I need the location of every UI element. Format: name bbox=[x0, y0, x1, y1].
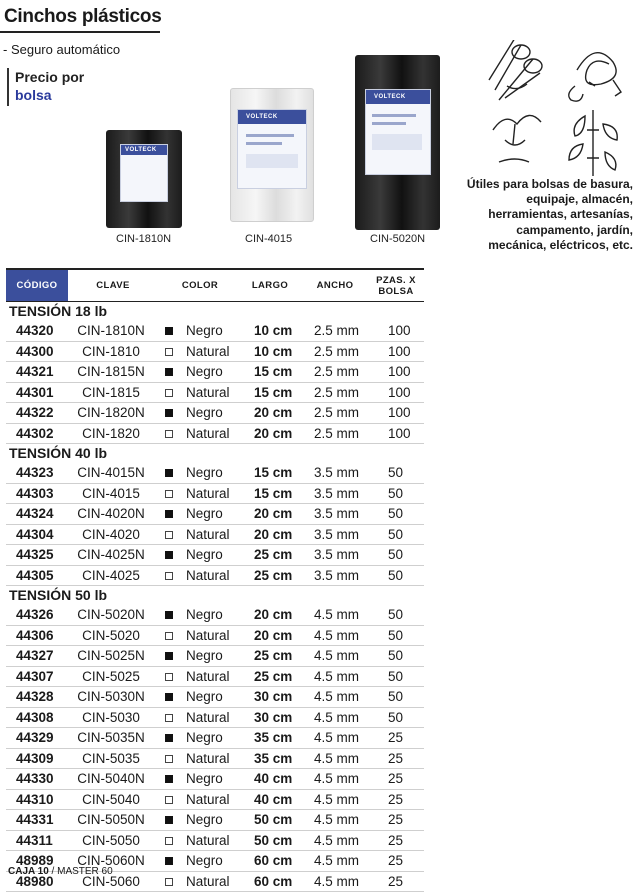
row-qty: 25 bbox=[388, 790, 403, 810]
black-swatch-icon bbox=[165, 551, 173, 559]
table-row bbox=[6, 626, 424, 647]
table-row bbox=[6, 383, 424, 404]
row-key: CIN-1820 bbox=[66, 424, 156, 444]
row-qty: 50 bbox=[388, 566, 403, 586]
row-qty: 50 bbox=[388, 667, 403, 687]
row-qty: 100 bbox=[388, 383, 411, 403]
table-row bbox=[6, 566, 424, 587]
row-width: 3.5 mm bbox=[314, 566, 359, 586]
row-code: 44320 bbox=[16, 321, 54, 341]
row-color: Negro bbox=[186, 851, 223, 871]
row-key: CIN-5030N bbox=[66, 687, 156, 707]
row-qty: 25 bbox=[388, 769, 403, 789]
row-width: 3.5 mm bbox=[314, 525, 359, 545]
row-length: 25 cm bbox=[254, 667, 292, 687]
row-width: 2.5 mm bbox=[314, 383, 359, 403]
packaging-note bbox=[8, 866, 113, 877]
table-body bbox=[6, 302, 424, 892]
row-code: 44326 bbox=[16, 605, 54, 625]
row-qty: 25 bbox=[388, 851, 403, 871]
row-length: 35 cm bbox=[254, 749, 292, 769]
price-note-line2: bolsa bbox=[15, 86, 84, 104]
row-color: Negro bbox=[186, 646, 223, 666]
natural-swatch-icon bbox=[165, 531, 173, 539]
row-color: Natural bbox=[186, 708, 230, 728]
section-title: TENSIÓN 40 lb bbox=[6, 444, 424, 463]
row-color: Natural bbox=[186, 424, 230, 444]
row-color: Natural bbox=[186, 566, 230, 586]
black-swatch-icon bbox=[165, 409, 173, 417]
row-code: 44327 bbox=[16, 646, 54, 666]
row-key: CIN-5060N bbox=[66, 851, 156, 871]
table-row bbox=[6, 708, 424, 729]
row-length: 25 cm bbox=[254, 566, 292, 586]
row-color: Negro bbox=[186, 403, 223, 423]
black-swatch-icon bbox=[165, 775, 173, 783]
box-qty: CAJA 10 bbox=[8, 866, 49, 877]
black-swatch-icon bbox=[165, 857, 173, 865]
row-key: CIN-5050 bbox=[66, 831, 156, 851]
table-row bbox=[6, 769, 424, 790]
row-length: 15 cm bbox=[254, 362, 292, 382]
row-color: Natural bbox=[186, 667, 230, 687]
row-qty: 100 bbox=[388, 342, 411, 362]
row-key: CIN-4025N bbox=[66, 545, 156, 565]
row-key: CIN-5035 bbox=[66, 749, 156, 769]
row-length: 30 cm bbox=[254, 708, 292, 728]
row-key: CIN-5040N bbox=[66, 769, 156, 789]
row-key: CIN-5020 bbox=[66, 626, 156, 646]
row-color: Natural bbox=[186, 749, 230, 769]
row-key: CIN-4015N bbox=[66, 463, 156, 483]
row-qty: 25 bbox=[388, 831, 403, 851]
black-swatch-icon bbox=[165, 327, 173, 335]
row-key: CIN-4015 bbox=[66, 484, 156, 504]
row-qty: 100 bbox=[388, 321, 411, 341]
row-qty: 100 bbox=[388, 362, 411, 382]
row-code: 44329 bbox=[16, 728, 54, 748]
table-row bbox=[6, 790, 424, 811]
row-width: 3.5 mm bbox=[314, 504, 359, 524]
row-key: CIN-5025N bbox=[66, 646, 156, 666]
row-color: Negro bbox=[186, 687, 223, 707]
row-color: Natural bbox=[186, 484, 230, 504]
row-width: 2.5 mm bbox=[314, 424, 359, 444]
product-table bbox=[6, 268, 424, 892]
row-qty: 100 bbox=[388, 424, 411, 444]
row-width: 4.5 mm bbox=[314, 646, 359, 666]
black-swatch-icon bbox=[165, 693, 173, 701]
row-length: 50 cm bbox=[254, 831, 292, 851]
row-color: Negro bbox=[186, 504, 223, 524]
table-row bbox=[6, 362, 424, 383]
row-width: 4.5 mm bbox=[314, 831, 359, 851]
row-length: 60 cm bbox=[254, 872, 292, 892]
row-qty: 50 bbox=[388, 687, 403, 707]
brand-label: VOLTECK bbox=[246, 114, 278, 120]
row-length: 20 cm bbox=[254, 605, 292, 625]
row-code: 44304 bbox=[16, 525, 54, 545]
black-swatch-icon bbox=[165, 469, 173, 477]
black-swatch-icon bbox=[165, 734, 173, 742]
row-width: 4.5 mm bbox=[314, 851, 359, 871]
row-length: 40 cm bbox=[254, 769, 292, 789]
row-color: Negro bbox=[186, 728, 223, 748]
product-caption: CIN-4015 bbox=[245, 233, 292, 245]
natural-swatch-icon bbox=[165, 389, 173, 397]
row-code: 44303 bbox=[16, 484, 54, 504]
natural-swatch-icon bbox=[165, 632, 173, 640]
table-row bbox=[6, 463, 424, 484]
header-code: CÓDIGO bbox=[6, 270, 68, 301]
row-key: CIN-1820N bbox=[66, 403, 156, 423]
row-length: 20 cm bbox=[254, 626, 292, 646]
row-code: 44330 bbox=[16, 769, 54, 789]
natural-swatch-icon bbox=[165, 490, 173, 498]
row-width: 4.5 mm bbox=[314, 605, 359, 625]
row-qty: 50 bbox=[388, 545, 403, 565]
brand-label: VOLTECK bbox=[125, 147, 157, 153]
table-row bbox=[6, 810, 424, 831]
section-title: TENSIÓN 18 lb bbox=[6, 302, 424, 321]
row-color: Negro bbox=[186, 321, 223, 341]
row-key: CIN-1815 bbox=[66, 383, 156, 403]
row-code: 44321 bbox=[16, 362, 54, 382]
row-length: 20 cm bbox=[254, 525, 292, 545]
row-width: 4.5 mm bbox=[314, 708, 359, 728]
row-width: 3.5 mm bbox=[314, 545, 359, 565]
row-code: 44322 bbox=[16, 403, 54, 423]
row-color: Negro bbox=[186, 769, 223, 789]
row-width: 4.5 mm bbox=[314, 626, 359, 646]
natural-swatch-icon bbox=[165, 755, 173, 763]
row-code: 44308 bbox=[16, 708, 54, 728]
row-key: CIN-4020N bbox=[66, 504, 156, 524]
table-row bbox=[6, 728, 424, 749]
table-row bbox=[6, 403, 424, 424]
row-code: 44328 bbox=[16, 687, 54, 707]
natural-swatch-icon bbox=[165, 430, 173, 438]
row-code: 44310 bbox=[16, 790, 54, 810]
row-key: CIN-5030 bbox=[66, 708, 156, 728]
row-code: 44301 bbox=[16, 383, 54, 403]
price-note bbox=[7, 68, 84, 106]
row-width: 4.5 mm bbox=[314, 769, 359, 789]
page-title: Cinchos plásticos bbox=[4, 6, 162, 28]
row-key: CIN-1815N bbox=[66, 362, 156, 382]
row-width: 4.5 mm bbox=[314, 810, 359, 830]
usage-illustrations bbox=[485, 40, 633, 176]
table-header bbox=[6, 268, 424, 302]
row-length: 10 cm bbox=[254, 321, 292, 341]
table-row bbox=[6, 342, 424, 363]
row-code: 44300 bbox=[16, 342, 54, 362]
table-row bbox=[6, 525, 424, 546]
row-width: 4.5 mm bbox=[314, 728, 359, 748]
row-qty: 50 bbox=[388, 525, 403, 545]
row-length: 40 cm bbox=[254, 790, 292, 810]
row-length: 30 cm bbox=[254, 687, 292, 707]
row-code: 48989 bbox=[16, 851, 54, 871]
row-qty: 100 bbox=[388, 403, 411, 423]
row-qty: 50 bbox=[388, 463, 403, 483]
row-length: 25 cm bbox=[254, 646, 292, 666]
section-title: TENSIÓN 50 lb bbox=[6, 586, 424, 605]
black-swatch-icon bbox=[165, 510, 173, 518]
row-color: Natural bbox=[186, 383, 230, 403]
row-code: 44302 bbox=[16, 424, 54, 444]
tied-bag-icon bbox=[493, 115, 541, 162]
product-caption: CIN-5020N bbox=[370, 233, 425, 245]
table-row bbox=[6, 749, 424, 770]
plant-support-icon bbox=[569, 110, 617, 176]
row-length: 15 cm bbox=[254, 484, 292, 504]
row-color: Negro bbox=[186, 545, 223, 565]
row-code: 44305 bbox=[16, 566, 54, 586]
row-qty: 50 bbox=[388, 708, 403, 728]
row-code: 44325 bbox=[16, 545, 54, 565]
row-color: Natural bbox=[186, 872, 230, 892]
natural-swatch-icon bbox=[165, 348, 173, 356]
row-width: 2.5 mm bbox=[314, 362, 359, 382]
row-color: Natural bbox=[186, 342, 230, 362]
pipes-bundle-icon bbox=[489, 40, 542, 100]
row-code: 44306 bbox=[16, 626, 54, 646]
natural-swatch-icon bbox=[165, 837, 173, 845]
table-row bbox=[6, 687, 424, 708]
row-length: 20 cm bbox=[254, 403, 292, 423]
table-row bbox=[6, 667, 424, 688]
master-qty: MASTER 60 bbox=[57, 866, 113, 877]
row-code: 44331 bbox=[16, 810, 54, 830]
black-swatch-icon bbox=[165, 611, 173, 619]
natural-swatch-icon bbox=[165, 572, 173, 580]
row-length: 50 cm bbox=[254, 810, 292, 830]
row-qty: 25 bbox=[388, 728, 403, 748]
row-color: Natural bbox=[186, 525, 230, 545]
row-length: 20 cm bbox=[254, 424, 292, 444]
table-row bbox=[6, 321, 424, 342]
row-width: 4.5 mm bbox=[314, 790, 359, 810]
natural-swatch-icon bbox=[165, 796, 173, 804]
table-row bbox=[6, 545, 424, 566]
separator: / bbox=[49, 866, 57, 877]
row-code: 44323 bbox=[16, 463, 54, 483]
row-length: 25 cm bbox=[254, 545, 292, 565]
row-key: CIN-5020N bbox=[66, 605, 156, 625]
row-key: CIN-5060 bbox=[66, 872, 156, 892]
black-swatch-icon bbox=[165, 816, 173, 824]
black-swatch-icon bbox=[165, 652, 173, 660]
product-caption: CIN-1810N bbox=[116, 233, 171, 245]
row-length: 10 cm bbox=[254, 342, 292, 362]
page-subtitle: - Seguro automático bbox=[3, 42, 120, 57]
title-underline bbox=[0, 31, 160, 33]
row-key: CIN-5035N bbox=[66, 728, 156, 748]
row-qty: 50 bbox=[388, 484, 403, 504]
row-color: Natural bbox=[186, 790, 230, 810]
black-swatch-icon bbox=[165, 368, 173, 376]
table-row bbox=[6, 831, 424, 852]
row-width: 4.5 mm bbox=[314, 872, 359, 892]
row-color: Negro bbox=[186, 810, 223, 830]
header-length: LARGO bbox=[242, 270, 298, 301]
row-length: 35 cm bbox=[254, 728, 292, 748]
row-width: 4.5 mm bbox=[314, 667, 359, 687]
row-color: Natural bbox=[186, 831, 230, 851]
row-color: Negro bbox=[186, 605, 223, 625]
table-row bbox=[6, 504, 424, 525]
row-code: 44324 bbox=[16, 504, 54, 524]
coiled-cable-icon bbox=[569, 53, 621, 101]
row-color: Negro bbox=[186, 463, 223, 483]
row-length: 20 cm bbox=[254, 504, 292, 524]
table-row bbox=[6, 424, 424, 445]
header-key: CLAVE bbox=[68, 270, 158, 301]
natural-swatch-icon bbox=[165, 673, 173, 681]
uses-description: Útiles para bolsas de basura, equipaje, almacén, herramientas, artesanías, campamento, jardín, mecánica, eléctricos, etc. bbox=[463, 177, 633, 253]
row-key: CIN-4025 bbox=[66, 566, 156, 586]
row-qty: 50 bbox=[388, 605, 403, 625]
row-code: 48980 bbox=[16, 872, 54, 892]
row-length: 60 cm bbox=[254, 851, 292, 871]
row-width: 3.5 mm bbox=[314, 463, 359, 483]
row-color: Negro bbox=[186, 362, 223, 382]
row-length: 15 cm bbox=[254, 463, 292, 483]
row-key: CIN-4020 bbox=[66, 525, 156, 545]
row-width: 2.5 mm bbox=[314, 342, 359, 362]
row-width: 4.5 mm bbox=[314, 749, 359, 769]
row-width: 4.5 mm bbox=[314, 687, 359, 707]
header-qty: PZAS. X BOLSA bbox=[368, 270, 424, 301]
table-row bbox=[6, 484, 424, 505]
row-width: 3.5 mm bbox=[314, 484, 359, 504]
header-width: ANCHO bbox=[306, 270, 364, 301]
row-color: Natural bbox=[186, 626, 230, 646]
row-key: CIN-1810 bbox=[66, 342, 156, 362]
row-code: 44309 bbox=[16, 749, 54, 769]
row-code: 44307 bbox=[16, 667, 54, 687]
row-width: 2.5 mm bbox=[314, 403, 359, 423]
row-qty: 50 bbox=[388, 626, 403, 646]
table-row bbox=[6, 646, 424, 667]
natural-swatch-icon bbox=[165, 714, 173, 722]
row-width: 2.5 mm bbox=[314, 321, 359, 341]
row-qty: 25 bbox=[388, 810, 403, 830]
row-key: CIN-5040 bbox=[66, 790, 156, 810]
row-key: CIN-1810N bbox=[66, 321, 156, 341]
row-qty: 25 bbox=[388, 749, 403, 769]
table-row bbox=[6, 605, 424, 626]
header-color: COLOR bbox=[166, 270, 234, 301]
row-key: CIN-5025 bbox=[66, 667, 156, 687]
row-length: 15 cm bbox=[254, 383, 292, 403]
price-note-line1: Precio por bbox=[15, 68, 84, 86]
row-qty: 25 bbox=[388, 872, 403, 892]
row-code: 44311 bbox=[16, 831, 53, 851]
row-qty: 50 bbox=[388, 646, 403, 666]
brand-label: VOLTECK bbox=[374, 94, 406, 100]
row-key: CIN-5050N bbox=[66, 810, 156, 830]
row-qty: 50 bbox=[388, 504, 403, 524]
